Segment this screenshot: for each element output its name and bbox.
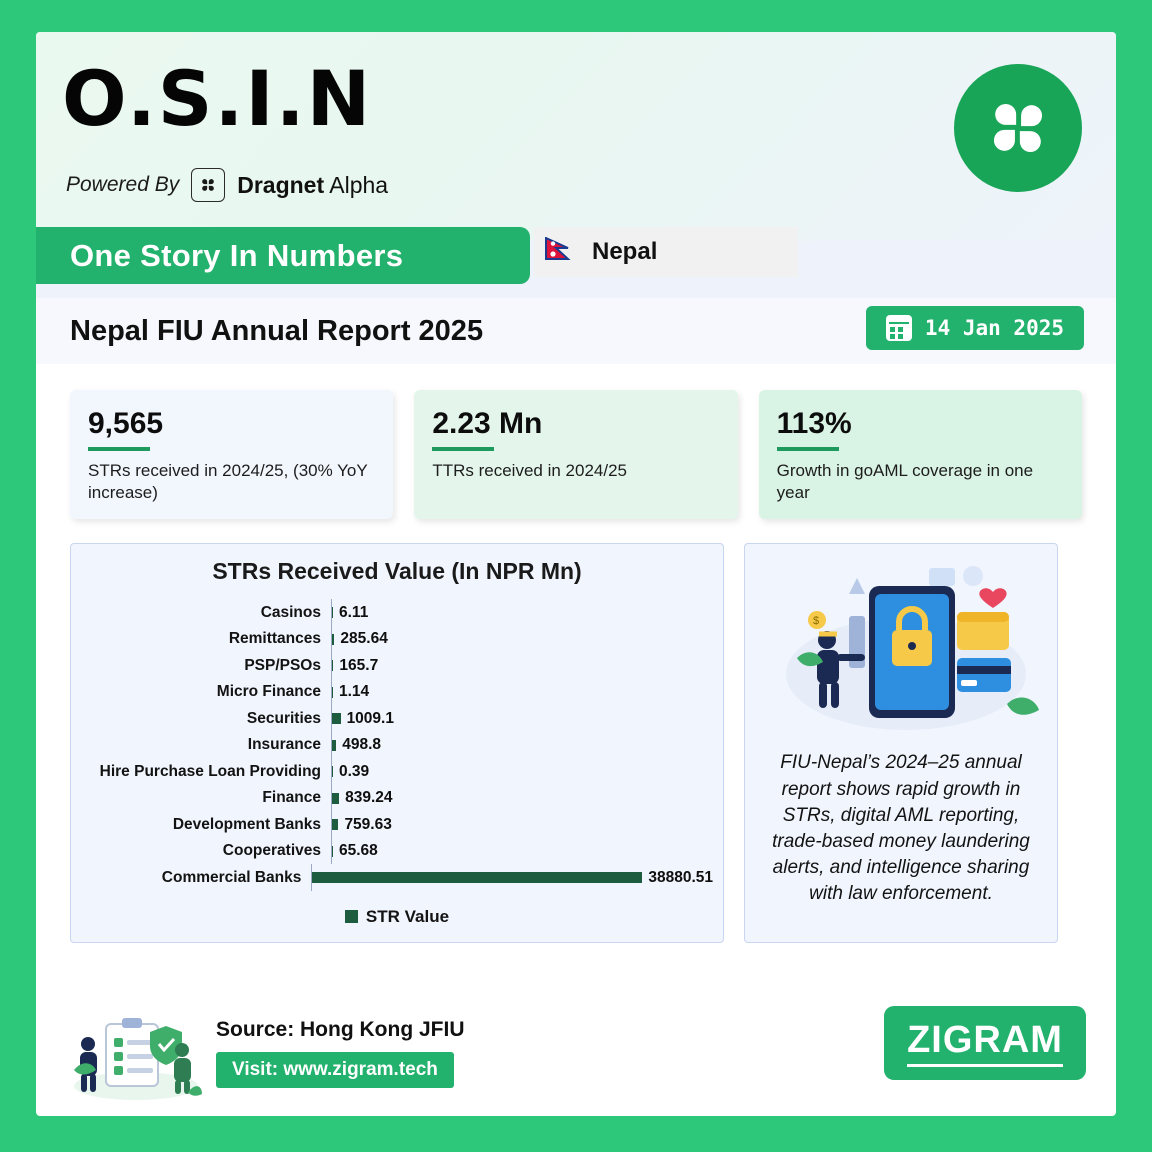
country-chip [534, 227, 798, 277]
chart-category-label: Insurance [247, 736, 321, 754]
chart-bar [332, 634, 334, 645]
bar-chart [70, 543, 724, 943]
stat-underline [88, 447, 150, 451]
chart-bar-area [311, 864, 713, 891]
chart-bar-row [89, 652, 713, 679]
brand-logo-icon [954, 64, 1082, 192]
source-block [216, 1018, 465, 1088]
chart-category-label: Commercial Banks [161, 868, 302, 886]
chart-bar-row [89, 758, 713, 785]
chart-bar-area [331, 599, 713, 626]
lower-section [36, 519, 1116, 943]
chart-title: STRs Received Value (In NPR Mn) [212, 558, 582, 585]
page-title: O.S.I.N [62, 54, 373, 143]
zigram-logo[interactable] [884, 1006, 1086, 1080]
footer [36, 998, 1116, 1116]
chart-value-label: 498.8 [342, 736, 382, 754]
report-date-badge [866, 306, 1084, 350]
stat-underline [777, 447, 839, 451]
nepal-flag-icon [544, 237, 578, 267]
legend-swatch [345, 910, 358, 923]
summary-text: FIU-Nepal’s 2024–25 annual report shows rapid growth in STRs, digital AML reporting, trade-based money laundering alerts, and intelligence sharing with law enforcement. [772, 752, 1030, 905]
header [36, 32, 1116, 241]
chart-bar-area [331, 679, 713, 706]
country-name: Nepal [592, 238, 658, 265]
chart-bar-area [331, 758, 713, 785]
chart-bar [312, 872, 642, 883]
chart-value-label: 6.11 [339, 603, 369, 621]
calendar-icon [886, 315, 912, 341]
stat-card [759, 390, 1082, 519]
stat-label: STRs received in 2024/25, (30% YoY increase) [88, 460, 368, 503]
legend-label: STR Value [365, 906, 450, 926]
report-title: Nepal FIU Annual Report 2025 [70, 314, 484, 347]
chart-value-label: 0.39 [339, 762, 370, 780]
summary-card [744, 543, 1058, 943]
chart-bar-area [331, 652, 713, 679]
chart-bar-row [89, 785, 713, 812]
report-row [36, 298, 1116, 364]
chart-bar-row [89, 838, 713, 865]
chart-bar-row [89, 811, 713, 838]
stat-label: TTRs received in 2024/25 [432, 460, 627, 480]
chart-bar [332, 740, 336, 751]
chart-bar-area [331, 705, 713, 732]
chart-bar [332, 713, 341, 724]
tagline-chip [36, 227, 530, 284]
chart-bar [332, 846, 333, 857]
chart-bar-area [331, 785, 713, 812]
checklist-illustration [70, 1006, 202, 1104]
chart-value-label: 65.68 [339, 842, 378, 860]
chart-bar-area [331, 838, 713, 865]
stat-value: 2.23 Mn [432, 407, 543, 440]
chart-value-label: 165.7 [339, 656, 379, 674]
chart-category-label: Finance [262, 789, 321, 807]
chart-bar [332, 687, 333, 698]
poster [36, 32, 1116, 1116]
chart-value-label: 1009.1 [346, 709, 394, 727]
chart-bar-area [331, 732, 713, 759]
chart-category-label: Casinos [260, 603, 321, 621]
partner-name-rest: Alpha [324, 171, 389, 198]
powered-by-row [66, 168, 388, 202]
chart-bar-area [331, 811, 713, 838]
chart-bar-row [89, 679, 713, 706]
source-label: Source: Hong Kong JFIU [216, 1018, 465, 1041]
stat-cards [36, 364, 1116, 519]
chart-bar-row [89, 626, 713, 653]
chart-bar-row [89, 864, 713, 891]
chart-bar-row [89, 732, 713, 759]
dragnet-logo-icon [191, 168, 225, 202]
zigram-logo-text: ZIGRAM [907, 1019, 1063, 1067]
chart-category-label: Development Banks [172, 815, 321, 833]
chart-bar [332, 660, 333, 671]
stat-value: 113% [776, 407, 852, 440]
svg-text:$: $ [813, 615, 820, 628]
tagline-band [36, 237, 1116, 298]
chart-category-label: Cooperatives [222, 842, 321, 860]
chart-category-label: Micro Finance [216, 683, 321, 701]
stat-underline [432, 447, 494, 451]
chart-bar [332, 607, 333, 618]
chart-value-label: 839.24 [345, 789, 393, 807]
chart-rows [81, 599, 713, 891]
chart-category-label: Hire Purchase Loan Providing [99, 762, 321, 780]
chart-bar [332, 793, 339, 804]
stat-card [414, 390, 737, 519]
chart-bar-row [89, 599, 713, 626]
powered-by-label: Powered By [66, 173, 180, 196]
partner-name [237, 172, 388, 199]
cyber-fraud-illustration [761, 554, 1041, 744]
stat-value: 9,565 [88, 407, 164, 440]
chart-bar-row [89, 705, 713, 732]
chart-value-label: 38880.51 [648, 868, 713, 886]
chart-legend [81, 907, 713, 927]
chart-value-label: 285.64 [340, 630, 388, 648]
chart-bar [332, 819, 338, 830]
chart-bar-area [331, 626, 713, 653]
chart-value-label: 759.63 [344, 815, 392, 833]
visit-link[interactable]: Visit: www.zigram.tech [216, 1052, 454, 1088]
partner-name-bold: Dragnet [237, 171, 325, 198]
chart-category-label: Remittances [228, 630, 321, 648]
stat-card [70, 390, 393, 519]
chart-bar [332, 766, 333, 777]
tagline-text: One Story In Numbers [70, 237, 404, 273]
chart-category-label: PSP/PSOs [244, 656, 321, 674]
chart-value-label: 1.14 [339, 683, 370, 701]
report-date-text: 14 Jan 2025 [924, 316, 1064, 340]
chart-category-label: Securities [246, 709, 321, 727]
stat-label: Growth in goAML coverage in one year [776, 460, 1034, 503]
